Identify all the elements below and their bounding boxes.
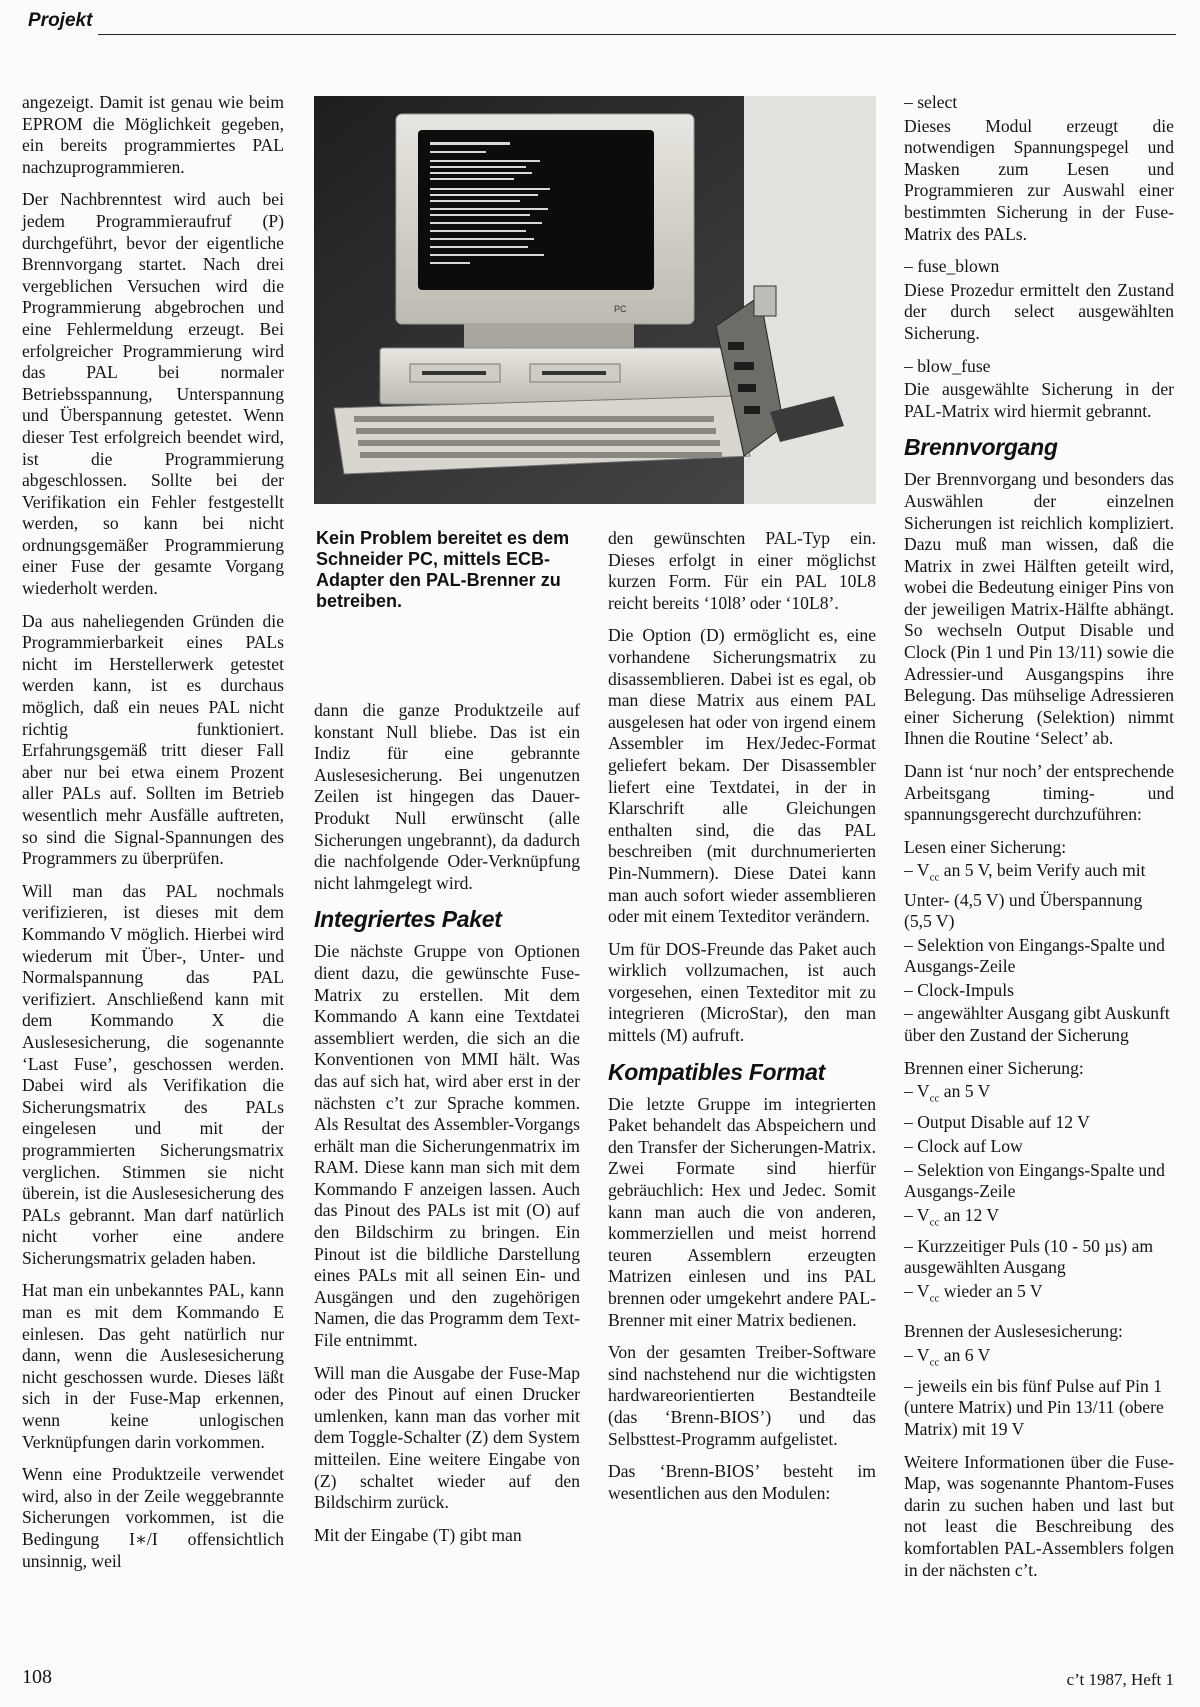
column-3 — [608, 528, 876, 1515]
page-number: 108 — [22, 1666, 52, 1688]
module-name: – select — [904, 92, 958, 112]
computer-photo — [314, 96, 876, 504]
paragraph: Die nächste Gruppe von Optionen dient dazu, die gewünschte Fuse-Matrix zu erstellen. Mit dem Kommando A kann eine Textdatei assembliert werden, die sich an die Konventionen von MMI hält. Was das auf sich hat, wird aber erst in der nächsten c’t zur Sprache kommen. Als Resultat des Assembler-Vorgangs erhält man die Sicherungenmatrix im RAM. Diese kann man sich mit dem Kommando F anzeigen lassen. Auch das Pinout des PALs ist mit (O) auf den Bildschirm zu bringen. Ein Pinout ist die bildliche Darstellung eines PALs mit all seinen Ein- und Ausgängen und den zugehörigen Namen, die das Programm dem Text-File entnimmt. — [314, 941, 580, 1351]
list-item: – Kurzzeitiger Puls (10 - 50 µs) am ausgewählten Ausgang — [904, 1235, 1154, 1278]
list-item: – Selektion von Eingangs-Spalte und Ausgangs-Zeile — [904, 1159, 1165, 1202]
paragraph: Der Nachbrenntest wird auch bei jedem Programmieraufruf (P) durchgeführt, bevor der eigentliche Brennvorgang startet. Nach drei vergeblichen Versuchen wird die Programmierung abgebrochen und eine Fehlermeldung erzeugt. Bei erfolgreicher Programmierung wird das PAL bei normaler Betriebsspannung, Unterspannung und Überspannung getestet. Wenn dieser Test erfolgreich beendet wird, ist die Programmierung abgeschlossen. Sollte bei der Verifikation ein Fehler festgestellt werden, so kann bei nicht ordnungsgemäßer Programmierung einer Fuse der gesamte Vorgang wiederholt werden. — [22, 189, 284, 599]
list-item: – angewählter Ausgang gibt Auskunft über den Zustand der Sicherung — [904, 1003, 1170, 1046]
paragraph: Mit der Eingabe (T) gibt man — [314, 1524, 522, 1545]
system-unit — [380, 348, 734, 404]
list-item: – Clock auf Low — [904, 1135, 1023, 1156]
list-item: – Clock-Impuls — [904, 979, 1014, 1000]
monitor-badge: PC — [614, 304, 627, 314]
paragraph: angezeigt. Damit ist genau wie beim EPROM die Möglichkeit gegeben, ein bereits programmiertes PAL nachzuprogrammieren. — [22, 92, 284, 177]
paragraph: Will man das PAL nochmals verifizieren, ist dieses mit dem Kommando V möglich. Hierbei wird wiederum mit Über-, Unter- und Normalspannung das PAL verifiziert. Anschließend kann mit dem Kommando X die Auslesesicherung, die sogenannte ‘Last Fuse’, geschossen werden. Dabei wird als Verifikation die Sicherungsmatrix des PALs eingelesen und mit der programmierten Sicherungsmatrix verglichen. Stimmen sie nicht überein, ist die Auslesesicherung des PALs gebrannt. Man darf natürlich nicht vorher eine andere Sicherungsmatrix geladen haben. — [22, 880, 284, 1268]
list-item: – Selektion von Eingangs-Spalte und Ausgangs-Zeile — [904, 934, 1165, 977]
subheading: Integriertes Paket — [314, 906, 502, 933]
paragraph: Der Brennvorgang und besonders das Auswählen der einzelnen Sicherungen ist reichlich kompliziert. Dazu muß man wissen, daß die Matrix in zwei Hälften geteilt wird, wobei die Bedeutung einiger Pins von der jeweiligen Matrix-Hälfte abhängt. So wechseln Output Disable und Clock (Pin 1 und Pin 13/11) sowie die Adressier-und Ausgangspins ihre Belegung. Das mühselige Adressieren einer Sicherung (Selektion) nimmt Ihnen die Routine ‘Select’ ab. — [904, 469, 1174, 749]
figure-caption: Kein Problem bereitet es dem Schneider PC, mittels ECB-Adapter den PAL-Brenner zu betreiben. — [316, 528, 570, 611]
column-1 — [22, 92, 284, 1583]
list-item: – $V_{cc}$ wieder an 5 V — [904, 1281, 1043, 1305]
paragraph: Die ausgewählte Sicherung in der PAL-Matrix wird hiermit gebrannt. — [904, 379, 1174, 421]
paragraph: Diese Prozedur ermittelt den Zustand der durch select ausgewählten Sicherung. — [904, 279, 1174, 343]
list-item: – jeweils ein bis fünf Pulse auf Pin 1 (untere Matrix) und Pin 13/11 (obere Matrix) mit 19 V — [904, 1375, 1164, 1440]
paragraph: Dieses Modul erzeugt die notwendigen Spannungspegel und Masken zum Lesen und Programmieren zur Auswahl einer bestimmten Sicherung in der Fuse-Matrix des PALs. — [904, 115, 1174, 244]
list-item: – Output Disable auf 12 V — [904, 1112, 1090, 1133]
paragraph: Hat man ein unbekanntes PAL, kann man es mit dem Kommando E einlesen. Das geht natürlich nur dann, wenn die Auslesesicherung nicht geschossen wurde. Dieses läßt sich in der Fuse-Map erkennen, wenn keine unlogischen Verknüpfungen darin vorkommen. — [22, 1280, 284, 1452]
issue-label: c’t 1987, Heft 1 — [1066, 1670, 1174, 1689]
page-header — [28, 6, 1176, 34]
paragraph: Dann ist ‘nur noch’ der entsprechende Arbeitsgang timing- und spannungsgerecht durchzuführen: — [904, 761, 1174, 825]
monitor — [396, 114, 694, 348]
paragraph: Da aus naheliegenden Gründen die Programmierbarkeit eines PALs nicht im Herstellerwerk getestet werden kann, ist es durchaus möglich, daß ein neues PAL nicht richtig funktioniert. Erfahrungsgemäß tritt dieser Fall aber nur bei etwa einem Prozent aller PALs auf. Sollten im Betrieb wesentlich mehr Ausfälle auftreten, so sind die Signal-Spannungen des Programmers zu überprüfen. — [22, 610, 284, 869]
list-item: – $V_{cc}$ an 6 V — [904, 1344, 991, 1369]
module-name: – blow_fuse — [904, 355, 991, 376]
column-4 — [904, 92, 1174, 1592]
section-label: Projekt — [28, 10, 93, 31]
list-item: – $V_{cc}$ an 5 V, beim Verify auch mit Unter- (4,5 V) und Überspannung (5,5 V) — [904, 860, 1146, 932]
list-title: Brennen der Auslesesicherung: — [904, 1321, 1123, 1342]
list-title: Brennen einer Sicherung: — [904, 1057, 1084, 1078]
list-item: – $V_{cc}$ an 12 V — [904, 1204, 1000, 1229]
list-item: – $V_{cc}$ an 5 V — [904, 1081, 991, 1105]
paragraph: Wenn eine Produktzeile verwendet wird, also in der Zeile weggebrannte Sicherungen vorkommen, ist die Bedingung I∗/I offensichtlich unsinnig, weil — [22, 1464, 284, 1571]
header-rule — [98, 34, 1176, 35]
subheading: Kompatibles Format — [608, 1058, 825, 1085]
paragraph: Von der gesamten Treiber-Software sind nachstehend nur die wichtigsten hardwareorientierten Bestandteile (das ‘Brenn-BIOS’) und das Selbsttest-Programm aufgelistet. — [608, 1342, 876, 1449]
column-2 — [314, 700, 580, 1557]
paragraph: Will man die Ausgabe der Fuse-Map oder des Pinout auf einen Drucker umlenken, kann man das vorher mit dem Toggle-Schalter (Z) dem System mitteilen. Eine weitere Eingabe von (Z) schaltet wieder auf den Bildschirm zurück. — [314, 1362, 580, 1513]
list-title: Lesen einer Sicherung: — [904, 836, 1067, 857]
paragraph: Die letzte Gruppe im integrierten Paket behandelt das Abspeichern und den Transfer der Sicherungen-Matrix. Zwei Formate sind hierfür gebräuchlich: Hex und Jedec. Somit kann man auch die von anderen, kommerziellen und meist horrend teuren Assemblern erzeugten Matrizen einlesen und ins PAL brennen oder umgekehrt andere PAL-Brenner mit einer Matrix bedienen. — [608, 1093, 876, 1330]
paragraph: dann die ganze Produktzeile auf konstant Null bliebe. Das ist ein Indiz für eine gebrannte Auslesesicherung. Bei ungenutzen Zeilen ist hingegen das Dauer-Produkt Null erwünscht (alle Sicherungen ungebrannt), da dadurch die nachfolgende Oder-Verknüpfung nicht lahmgelegt wird. — [314, 700, 580, 893]
paragraph: Um für DOS-Freunde das Paket auch wirklich vollzumachen, ist auch vorgesehen, einen Texteditor mit zu integrieren (MicroStar), den man mittels (M) aufruft. — [608, 938, 876, 1046]
paragraph: Die Option (D) ermöglicht es, eine vorhandene Sicherungsmatrix zu disassemblieren. Dabei ist es egal, ob man diese Matrix aus einem PAL ausgelesen hat oder von irgend einem Assembler im Hex/Jedec-Format geliefert bekam. Der Disassembler liefert eine Textdatei, in der in Klarschrift alle Gleichungen enthalten sind, die das PAL beschreiben (mit durchnumerierten Pin-Nummern). Diese Datei kann man auch sofort wieder assemblieren oder mit einem Texteditor verändern. — [608, 625, 876, 927]
paragraph: Weitere Informationen über die Fuse-Map, was sogenannte Phantom-Fuses darin zu suchen haben und last but not least die Beschreibung des komfortablen PAL-Assemblers folgen in der nächsten c’t. — [904, 1451, 1174, 1580]
paragraph: Das ‘Brenn-BIOS’ besteht im wesentlichen aus den Modulen: — [608, 1461, 876, 1503]
paragraph: den gewünschten PAL-Typ ein. Dieses erfolgt in einer möglichst kurzen Form. Für ein PAL 10L8 reicht bereits ‘10l8’ oder ‘10L8’. — [608, 528, 876, 613]
subheading: Brennvorgang — [904, 434, 1058, 461]
module-name: – fuse_blown — [904, 256, 1000, 277]
photo-figure — [314, 96, 876, 504]
